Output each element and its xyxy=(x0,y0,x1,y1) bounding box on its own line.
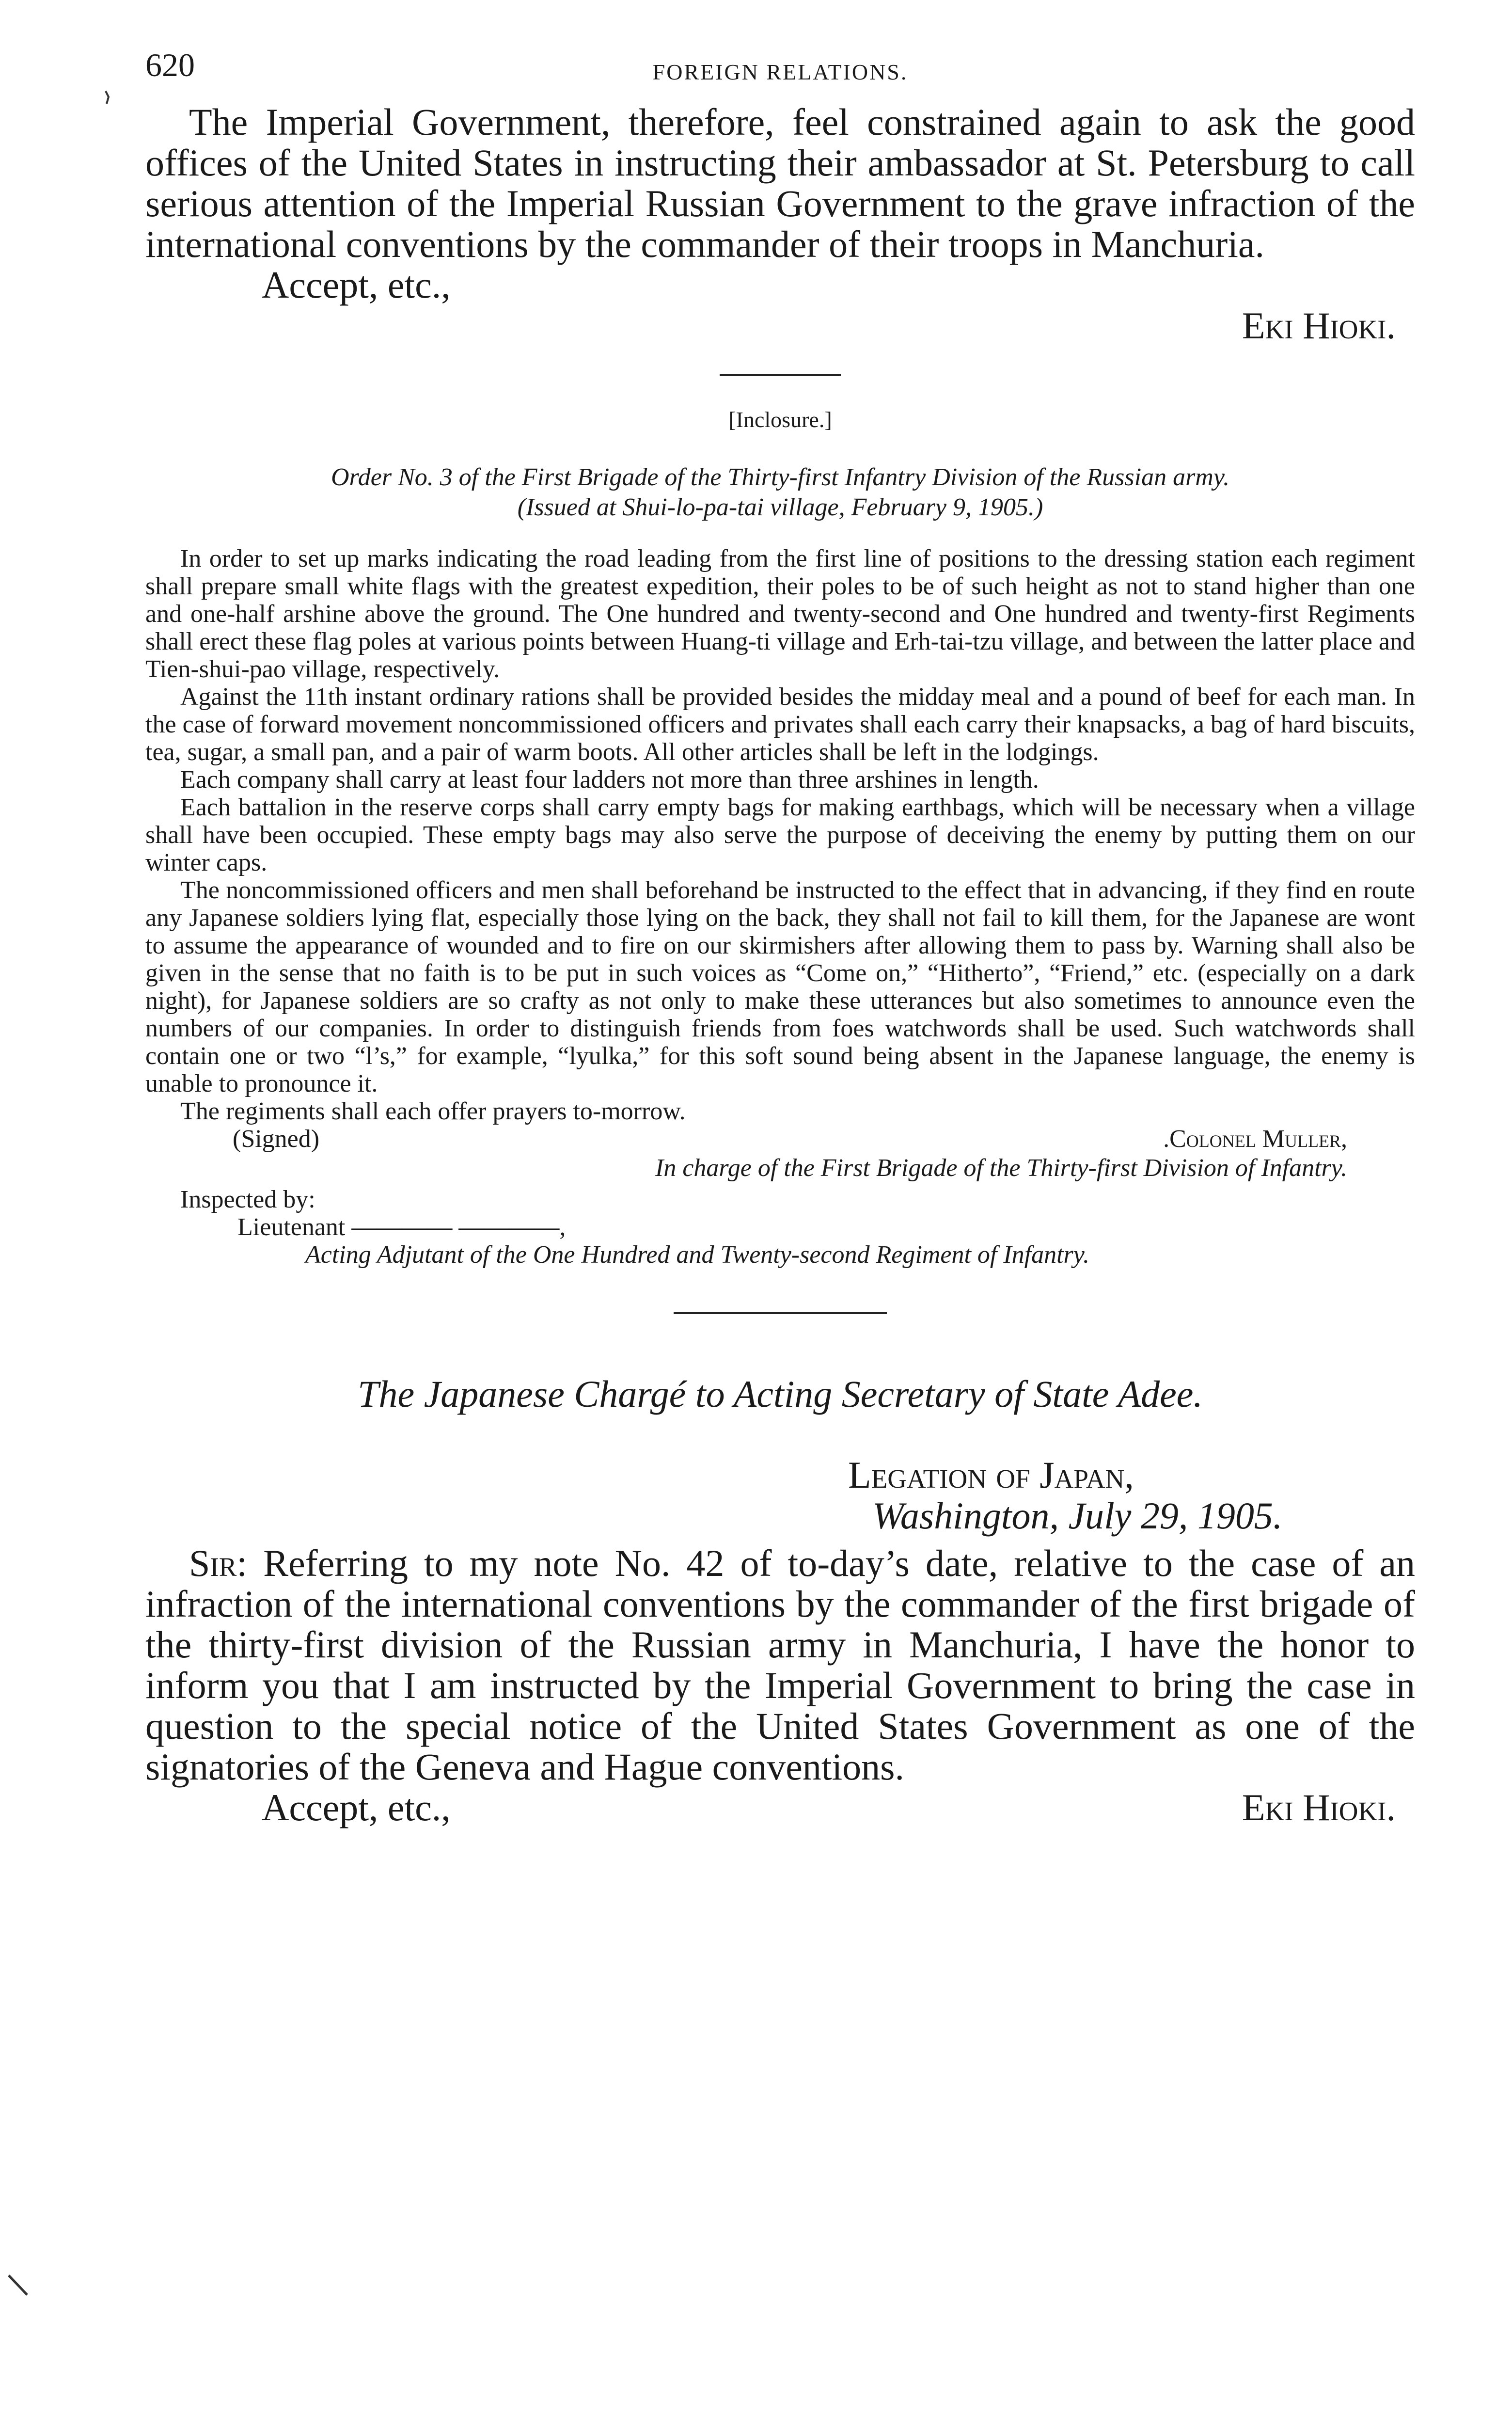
inclosure-label: [Inclosure.] xyxy=(728,407,832,432)
page-number: 620 xyxy=(145,47,195,83)
letter1-closing: Accept, etc., xyxy=(262,264,451,306)
letter1-signature: Eki Hioki. xyxy=(1242,304,1396,347)
order-paragraph: Each company shall carry at least four ladders not more than three arshines in length. xyxy=(180,766,1039,794)
order-paragraph: Against the 11th instant ordinary rations shall be provided besides the midday meal and a pound of beef for each man. In the case of forward movement noncommissioned officers and privates shall each carry their knapsacks, a bag of hard biscuits, tea, sugar, a small pan, and a pair of warm boots. All other articles shall be left in the lodgings. xyxy=(145,683,1415,766)
signed-label: (Signed) xyxy=(233,1125,320,1153)
order-title: Order No. 3 of the First Brigade of the Thirty-first Infantry Division of the Russian army. xyxy=(331,463,1230,491)
letter1-paragraph: The Imperial Government, therefore, feel constrained again to ask the good offices of the United States in instructing their ambassador at St. Petersburg to call serious attention of the Imperial Russian Government to the grave infraction of the international conventions by the commander of their troops in Manchuria. xyxy=(145,101,1415,265)
letter2-body: Referring to my note No. 42 of to-day’s date, relative to the case of an infraction of the international conventions by the commander of the first brigade of the thirty-first division of the Russian army in Manchuria, I have the honor to inform you that I am instructed by the Imperial Government to bring the case in question to the special notice of the United States Government as one of the signatories of the Geneva and Hague conventions. xyxy=(145,1542,1416,1788)
running-head: FOREIGN RELATIONS. xyxy=(652,60,908,84)
section-divider xyxy=(720,374,841,376)
scan-mark xyxy=(104,90,110,105)
letter2-signature: Eki Hioki. xyxy=(1242,1786,1396,1828)
letter2-closing-row xyxy=(145,1787,1415,1831)
signed-name: .Colonel Muller, xyxy=(1163,1125,1347,1153)
letter2-closing: Accept, etc., xyxy=(262,1786,451,1828)
page-header xyxy=(145,48,1415,102)
order-paragraph: In order to set up marks indicating the road leading from the first line of positions to the dressing station each regiment shall prepare small white flags with the greatest expedition, their poles to be of such height as not to stand higher than one and one-half arshine above the ground. The One hundred and twenty-second and One hundred and twenty-first Regiments shall erect these flag poles at various points between Huang-ti village and Erh-tai-tzu village, and between the latter place and Tien-shui-pao village, respectively. xyxy=(145,545,1415,683)
place-date-line: Washington, July 29, 1905. xyxy=(872,1494,1283,1537)
signed-caption: In charge of the First Brigade of the Thirty-first Division of Infantry. xyxy=(655,1154,1347,1182)
scan-mark xyxy=(7,2273,31,2298)
letter2-address xyxy=(848,1455,1415,1536)
signed-row xyxy=(145,1125,1415,1154)
document-page xyxy=(145,48,1415,1831)
lieutenant-line: Lieutenant ———— ————, xyxy=(237,1213,566,1241)
order-paragraph: The regiments shall each offer prayers to-morrow. xyxy=(180,1097,686,1125)
order-subtitle: (Issued at Shui-lo-pa-tai village, February 9, 1905.) xyxy=(517,493,1043,521)
letter2-paragraph xyxy=(145,1543,1415,1787)
inspected-by: Inspected by: xyxy=(180,1186,315,1213)
letter2-title: The Japanese Chargé to Acting Secretary of State Adee. xyxy=(358,1373,1203,1415)
adjutant-caption: Acting Adjutant of the One Hundred and Twenty-second Regiment of Infantry. xyxy=(305,1241,1089,1269)
order-paragraph: Each battalion in the reserve corps shall carry empty bags for making earthbags, which will be necessary when a village shall have been occupied. These empty bags may also serve the purpose of deceiving the enemy by putting them on our winter caps. xyxy=(145,794,1415,876)
legation-line: Legation of Japan, xyxy=(848,1454,1134,1496)
section-divider xyxy=(674,1312,887,1314)
order-paragraph: The noncommissioned officers and men shall beforehand be instructed to the effect that in advancing, if they find en route any Japanese soldiers lying flat, especially those lying on the back, they shall not fail to kill them, for the Japanese are wont to assume the appearance of wounded and to fire on our skirmishers after allowing them to pass by. Warning shall also be given in the sense that no faith is to be put in such voices as “Come on,” “Hitherto”, “Friend,” etc. (especially on a dark night), for Japanese soldiers are so crafty as not only to make these utterances but also sometimes to announce even the numbers of our companies. In order to distinguish friends from foes watchwords shall be used. Such watchwords shall contain one or two “l’s,” for example, “lyulka,” for this soft sound being absent in the Japanese language, the enemy is unable to pronounce it. xyxy=(145,876,1415,1097)
salutation: Sir: xyxy=(189,1542,248,1584)
